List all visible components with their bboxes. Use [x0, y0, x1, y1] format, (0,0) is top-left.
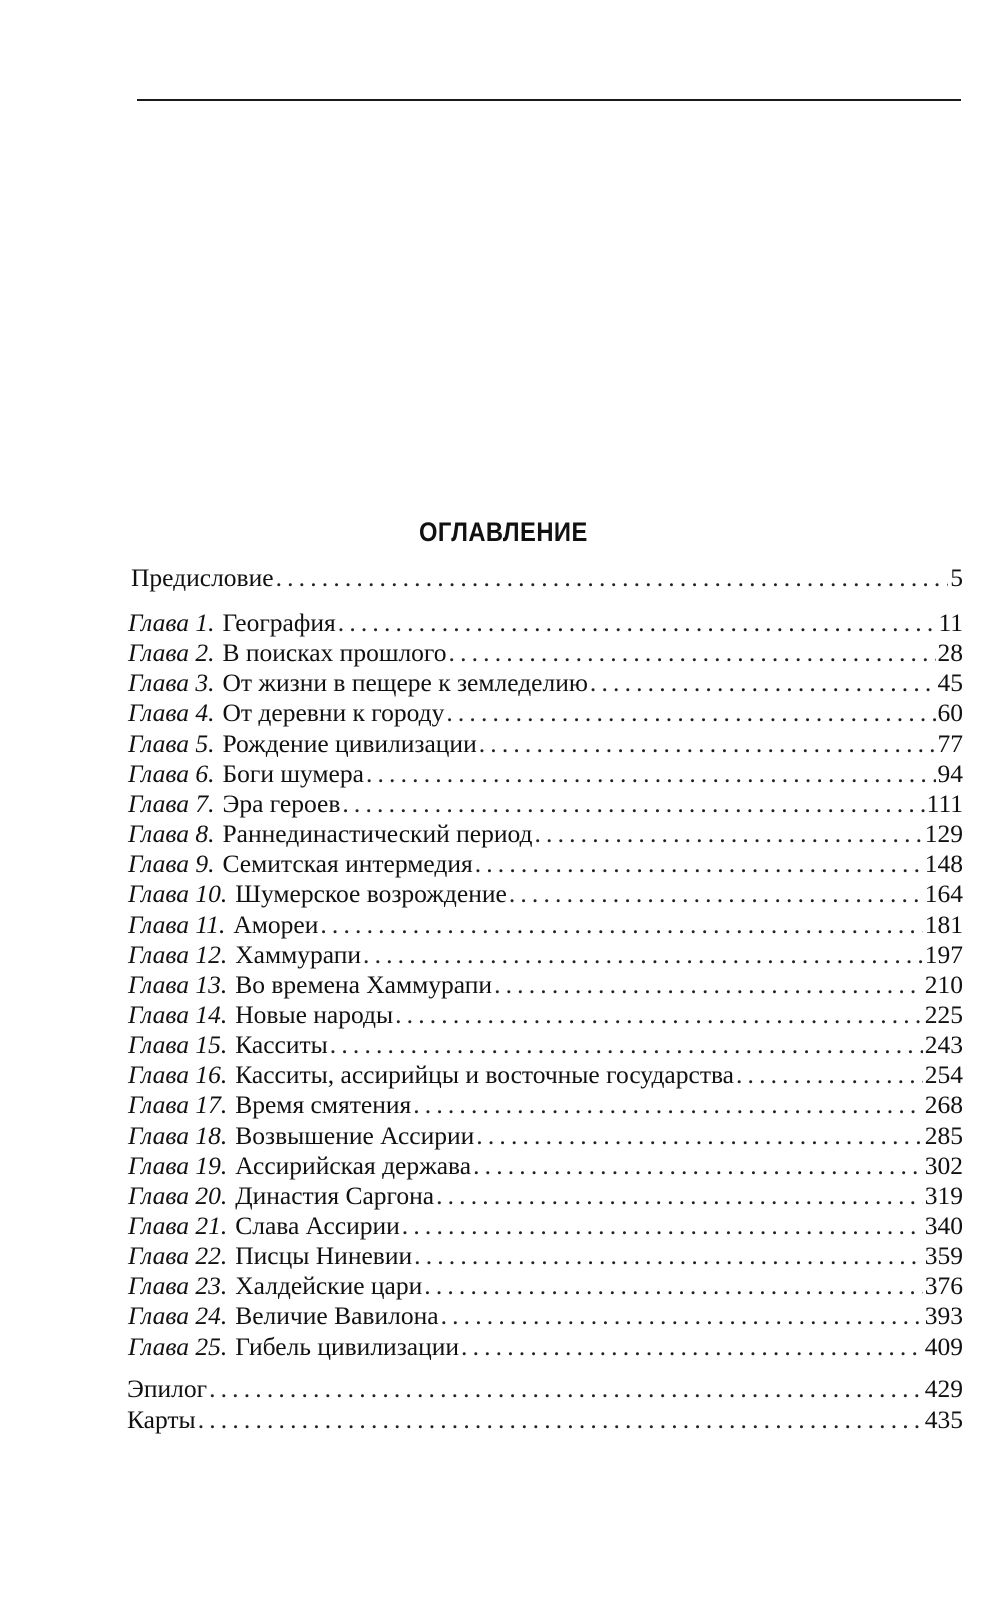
chapter-label: Глава 19.: [128, 1151, 228, 1180]
chapter-label: Глава 20.: [128, 1181, 228, 1210]
dot-leader: [413, 1089, 923, 1120]
entry-title: Слава Ассирии: [235, 1211, 400, 1240]
page-number: 5: [950, 563, 963, 592]
chapter-label: Глава 21.: [128, 1211, 228, 1240]
chapter-label: Глава 3.: [128, 668, 215, 697]
dot-leader: [441, 1300, 923, 1331]
entry-title: Халдейские цари: [235, 1271, 423, 1300]
entry-title: Раннединастический период: [222, 819, 533, 848]
entry-title: От деревни к городу: [222, 698, 445, 727]
toc-chapter-row: [128, 697, 963, 728]
entry-title: Семитская интермедия: [222, 849, 473, 878]
entry-title: Возвышение Ассирии: [235, 1121, 475, 1150]
toc-chapter-row: [128, 1180, 963, 1211]
toc-chapter-row: [128, 607, 963, 638]
page-number: 359: [924, 1241, 963, 1270]
chapter-label: Глава 17.: [128, 1090, 228, 1119]
toc-chapter-row: [128, 637, 963, 668]
toc-chapter-row: [128, 1089, 963, 1120]
toc-entry-row: [131, 562, 963, 593]
entry-title: Династия Саргона: [235, 1181, 435, 1210]
page-number: 376: [924, 1271, 963, 1300]
page-number: 254: [924, 1060, 963, 1089]
chapter-label: Глава 15.: [128, 1030, 228, 1059]
chapter-label: Глава 22.: [128, 1241, 228, 1270]
dot-leader: [366, 758, 936, 789]
page-number: 210: [924, 970, 963, 999]
chapter-label: Глава 9.: [128, 849, 215, 878]
page-number: 129: [924, 819, 963, 848]
entry-title: Эра героев: [222, 789, 341, 818]
chapter-label: Глава 13.: [128, 970, 228, 999]
entry-title: Хаммурапи: [235, 940, 362, 969]
toc-chapter-row: [128, 878, 963, 909]
dot-leader: [479, 728, 936, 759]
page-number: 11: [938, 608, 963, 637]
dot-leader: [461, 1331, 923, 1362]
entry-title: Касситы: [235, 1030, 328, 1059]
entry-title: От жизни в пещере к земледелию: [222, 668, 588, 697]
dot-leader: [736, 1059, 923, 1090]
entry-title: Касситы, ассирийцы и восточные государства: [235, 1060, 734, 1089]
chapter-label: Глава 2.: [128, 638, 215, 667]
chapter-label: Глава 23.: [128, 1271, 228, 1300]
page-number: 148: [924, 849, 963, 878]
toc-chapter-row: [128, 999, 963, 1030]
entry-title: Боги шумера: [222, 759, 364, 788]
dot-leader: [494, 969, 923, 1000]
entry-title: Шумерское возрождение: [235, 879, 507, 908]
toc-chapter-row: [128, 1240, 963, 1271]
dot-leader: [476, 1120, 922, 1151]
dot-leader: [424, 1270, 922, 1301]
page-number: 393: [924, 1301, 963, 1330]
toc-chapter-row: [128, 1270, 963, 1301]
page-number: 77: [937, 729, 963, 758]
dot-leader: [436, 1180, 923, 1211]
page-number: 111: [926, 789, 963, 818]
entry-title: Карты: [127, 1405, 196, 1434]
page-number: 225: [924, 1000, 963, 1029]
toc-chapter-row: [128, 1120, 963, 1151]
entry-title: Ассирийская держава: [235, 1151, 472, 1180]
entry-title: Гибель цивилизации: [235, 1332, 460, 1361]
toc-chapter-row: [128, 1210, 963, 1241]
entry-title: Писцы Ниневии: [235, 1241, 413, 1270]
entry-title: Рождение цивилизации: [222, 729, 477, 758]
page-number: 409: [924, 1332, 963, 1361]
page-number: 28: [937, 638, 963, 667]
dot-leader: [414, 1240, 923, 1271]
dot-leader: [209, 1373, 923, 1404]
page-number: 243: [924, 1030, 963, 1059]
entry-title: География: [222, 608, 336, 637]
chapter-label: Глава 16.: [128, 1060, 228, 1089]
dot-leader: [276, 562, 949, 593]
chapter-label: Глава 11.: [128, 910, 226, 939]
page-number: 435: [924, 1405, 963, 1434]
chapter-label: Глава 6.: [128, 759, 215, 788]
entry-title: В поисках прошлого: [222, 638, 447, 667]
toc-chapter-row: [128, 1300, 963, 1331]
chapter-label: Глава 5.: [128, 729, 215, 758]
chapter-label: Глава 8.: [128, 819, 215, 848]
dot-leader: [475, 848, 923, 879]
page-number: 181: [924, 910, 963, 939]
chapter-label: Глава 25.: [128, 1332, 228, 1361]
dot-leader: [446, 697, 935, 728]
page-number: 45: [937, 668, 963, 697]
dot-leader: [338, 607, 937, 638]
page-number: 285: [924, 1121, 963, 1150]
page-number: 429: [924, 1374, 963, 1403]
toc-chapter-row: [128, 969, 963, 1000]
dot-leader: [509, 878, 923, 909]
dot-leader: [590, 667, 936, 698]
dot-leader: [534, 818, 922, 849]
page-number: 319: [924, 1181, 963, 1210]
toc-chapter-row: [128, 1059, 963, 1090]
chapter-label: Глава 24.: [128, 1301, 228, 1330]
toc-chapter-row: [128, 909, 963, 940]
toc-chapter-row: [128, 1029, 963, 1060]
entry-title: Эпилог: [127, 1374, 208, 1403]
dot-leader: [330, 1029, 923, 1060]
chapter-label: Глава 4.: [128, 698, 215, 727]
dot-leader: [449, 637, 936, 668]
header-rule: [137, 99, 961, 101]
toc-chapter-row: [128, 788, 963, 819]
dot-leader: [320, 909, 922, 940]
toc-chapter-row: [128, 667, 963, 698]
toc-entry-row: [127, 1404, 963, 1435]
page-number: 268: [924, 1090, 963, 1119]
chapter-label: Глава 12.: [128, 940, 228, 969]
dot-leader: [342, 788, 924, 819]
toc-heading: ОГЛАВЛЕНИЕ: [418, 517, 588, 547]
toc-chapter-row: [128, 728, 963, 759]
toc-entry-row: [127, 1373, 963, 1404]
toc-chapter-row: [128, 758, 963, 789]
entry-title: Амореи: [233, 910, 319, 939]
entry-title: Величие Вавилона: [235, 1301, 439, 1330]
entry-title: Предисловие: [131, 563, 274, 592]
dot-leader: [402, 1210, 923, 1241]
toc-chapter-row: [128, 1150, 963, 1181]
page-number: 340: [924, 1211, 963, 1240]
chapter-label: Глава 10.: [128, 879, 228, 908]
page-number: 94: [937, 759, 963, 788]
chapter-label: Глава 7.: [128, 789, 215, 818]
entry-title: Новые народы: [235, 1000, 394, 1029]
toc-chapter-row: [128, 939, 963, 970]
entry-title: Время смятения: [235, 1090, 412, 1119]
page-number: 164: [924, 879, 963, 908]
chapter-label: Глава 1.: [128, 608, 215, 637]
page-number: 60: [937, 698, 963, 727]
chapter-label: Глава 14.: [128, 1000, 228, 1029]
dot-leader: [198, 1404, 923, 1435]
page-number: 197: [924, 940, 963, 969]
page-number: 302: [924, 1151, 963, 1180]
toc-chapter-row: [128, 848, 963, 879]
toc-chapter-row: [128, 818, 963, 849]
dot-leader: [473, 1150, 923, 1181]
chapter-label: Глава 18.: [128, 1121, 228, 1150]
dot-leader: [363, 939, 923, 970]
entry-title: Во времена Хаммурапи: [235, 970, 493, 999]
toc-chapter-row: [128, 1331, 963, 1362]
dot-leader: [395, 999, 923, 1030]
